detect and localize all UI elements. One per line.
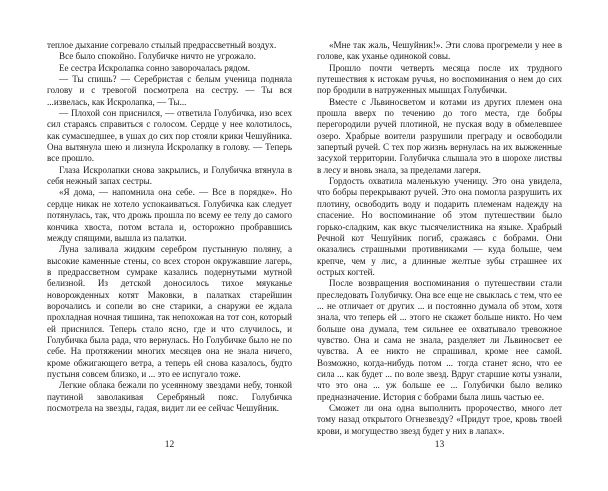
paragraph: Сможет ли она одна выполнить пророчество, много лет тому назад открытого Огнезвезду? «Придут трое, кровь твоей крови, и могущество звезд будет у них в лапах». (317, 403, 562, 436)
paragraph: — Ты спишь? — Серебристая с белым ученица подняла голову и с тревогой посмотрела на сестру. — Ты вся ...извелась, как Искролапка, — Ты... (47, 74, 292, 107)
left-page (47, 40, 292, 460)
paragraph: Луна заливала жидким серебром пустынную поляну, а высокие каменные стены, со всех сторон окружавшие лагерь, в предрассветном сумраке казались подернутыми мутной белизной. Из детской доносилось тихое мяуканье новорожденных котят Маковки, в палатках старейшин ворочались и сопели во сне старики, а снаружи ее ждала прохладная ночная тишина, так непохожая на тот сон, который ей приснился. Теперь стало ясно, где и что случилось, и Голубичка была рада, что вернулась. Но Голубичке было не по себе. На протяжении многих месяцев она не знала ничего, кроме обжигающего ветра, а теперь ей снова казалось, будто пустыня совсем близко, и ... это ее испугало тоже. (47, 244, 292, 379)
right-page-body (317, 40, 562, 437)
paragraph: Все было спокойно. Голубичке ничто не угрожало. (59, 51, 256, 62)
paragraph: Ее сестра Искролапка сонно заворочалась рядом. (59, 62, 251, 73)
paragraph: Прошло почти четверть месяца после их трудного путешествия к истокам ручья, но воспоминания о нем до сих пор бродили в натруженных мышцах Голубички. (317, 62, 562, 96)
paragraph: «Я дома, — напомнила она себе. — Все в порядке». Но сердце никак не хотело успокаиваться. Голубичка как следует потянулась, так, что дрожь прошла по всему ее телу до самого кончика хвоста, потом встала и, осторожно пробравшись между спящими, вышла из палатки. (47, 187, 292, 243)
paragraph: Вместе с Львиносветом и котами из других племен она прошла вверх по течению до того места, где бобры перегородили ручей плотиной, не пуская воду в обмелевшее озеро. Храбрые воители разрушили преграду и освободили запертый ручей. С тех пор жизнь вернулась на их выжженные засухой территории. Голубичка слышала это в шорохе листвы в лесу и вновь знала, за пределами лагеря. (317, 96, 562, 175)
paragraph: Легкие облака бежали по усеянному звездами небу, тонкой паутиной заволакивая Серебряный пояс. Голубичка посмотрела на звезды, гадая, видит ли ее сейчас Чешуйник. (47, 380, 292, 413)
paragraph: Гордость охватила маленькую ученицу. Это она увидела, что бобры перекрывают ручей. Это она помогла разрушить их плотину, освободить воду и подарить племенам надежду на спасение. Но воспоминание об этом путешествии было горько-сладким, как вкус тысячелистника на языке. Храбрый Речной кот Чешуйник погиб, сражаясь с бобрами. Они оказались страшными противниками — куда больше, чем крепче, чем у лис, а длинные желтые зубы страшнее их острых когтей. (317, 176, 562, 277)
paragraph: «Мне так жаль, Чешуйник!». Эти слова прогремели у нее в голове, как уханье одинокой совы. (317, 40, 562, 62)
paragraph: — Плохой сон приснился, — ответила Голубичка, изо всех сил стараясь справиться с голосом. Сердце у нее колотилось, как сумасшедшее, в ушах до сих пор стояли крики Чешуйника. Она вытянула шею и лизнула Искролапку в голову. — Теперь все прошло. (47, 108, 292, 164)
page-number: 12 (164, 440, 175, 450)
left-page-body (47, 40, 292, 414)
paragraph: Глаза Искролапки снова закрылись, и Голубичка втянула в себя нежный запах сестры. (47, 164, 292, 187)
page-number: 13 (434, 440, 445, 450)
paragraph: теплое дыхание согревало стылый предрассветный воздух. (47, 40, 277, 50)
paragraph: После возвращения воспоминания о путешествии стали преследовать Голубичку. Она все еще не свыклась с тем, что ее ... не отличает от других ... и постоянно думала об этом, хотя знала, что теперь ей ... этого не скажет больше никто. Но чем больше она думала, тем сильнее ее охватывало тревожное чувство. Она и сама не знала, разделяет ли Львиносвет ее чувства. А ее никто не спрашивал, кроме нее самой. Возможно, когда-нибудь потом ... тогда станет ясно, что ее сила ... как будет ... по воле звезд. Вдруг старшие коты узнали, что это она ... уж больше ее ... Голубички было велико предназначение. История с бобрами была лишь частью ее. (317, 278, 562, 402)
right-page (317, 40, 562, 460)
